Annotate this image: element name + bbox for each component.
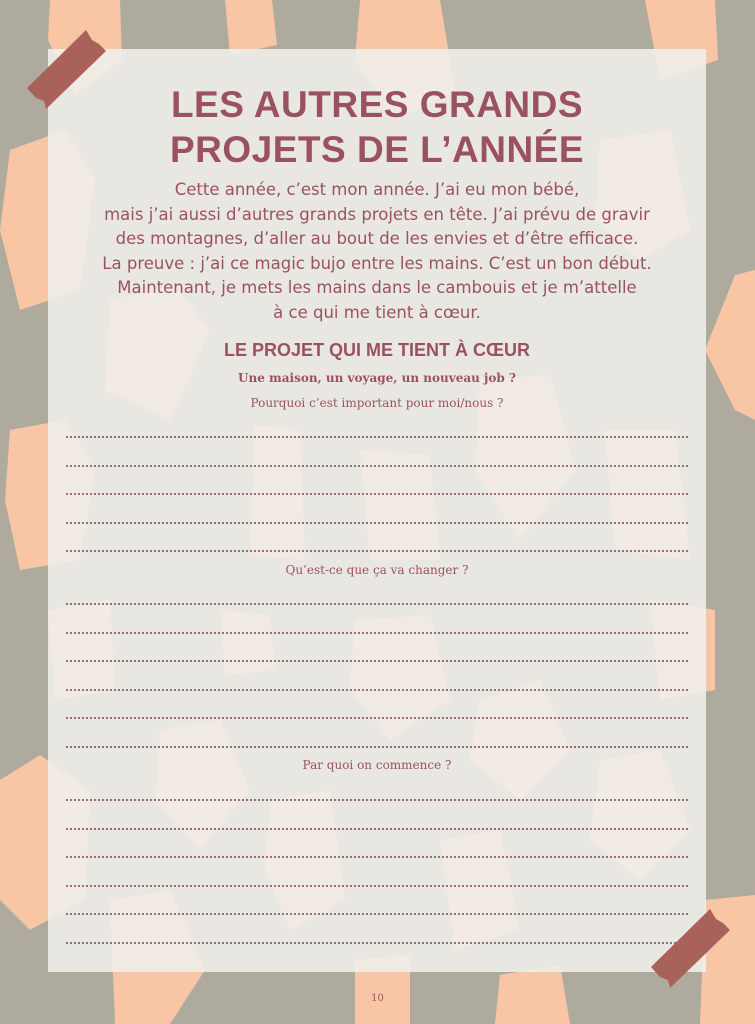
- intro-paragraph: [48, 178, 706, 325]
- writing-line[interactable]: [66, 799, 688, 801]
- question-label: Par quoi on commence ?: [302, 758, 452, 772]
- section-title: LE PROJET QUI ME TIENT À CŒUR: [223, 340, 531, 360]
- writing-line[interactable]: [66, 436, 688, 438]
- writing-line[interactable]: [66, 746, 688, 748]
- intro-line: Cette année, c’est mon année. J’ai eu mon bébé,: [174, 180, 580, 199]
- writing-line[interactable]: [66, 828, 688, 830]
- intro-line: à ce qui me tient à cœur.: [273, 302, 481, 322]
- writing-line[interactable]: [66, 942, 688, 944]
- shape: [705, 270, 755, 420]
- writing-line[interactable]: [66, 913, 688, 915]
- writing-line[interactable]: [66, 550, 688, 552]
- intro-line: mais j’ai aussi d’autres grands projets en tête. J’ai prévu de gravir: [104, 204, 650, 224]
- title-line: PROJETS DE L’ANNÉE: [169, 129, 585, 170]
- writing-line[interactable]: [66, 660, 688, 662]
- title-line: LES AUTRES GRANDS: [170, 84, 584, 125]
- tape-bottom-right: [648, 905, 733, 990]
- page-number: 10: [371, 993, 384, 1004]
- question-label: Qu’est-ce que ça va changer ?: [285, 563, 469, 577]
- question-label: Pourquoi c’est important pour moi/nous ?: [250, 396, 504, 410]
- intro-line: La preuve : j’ai ce magic bujo entre les mains. C’est un bon début.: [102, 253, 652, 273]
- writing-line[interactable]: [66, 856, 688, 858]
- writing-line[interactable]: [66, 465, 688, 467]
- writing-line[interactable]: [66, 689, 688, 691]
- writing-line[interactable]: [66, 717, 688, 719]
- intro-line: des montagnes, d’aller au bout de les envies et d’être efficace.: [115, 229, 639, 248]
- intro-line: Maintenant, je mets les mains dans le cambouis et je m’attelle: [117, 278, 637, 297]
- page-title: [48, 82, 706, 172]
- shape: [225, 0, 277, 55]
- writing-line[interactable]: [66, 522, 688, 524]
- writing-line[interactable]: [66, 632, 688, 634]
- writing-line[interactable]: [66, 885, 688, 887]
- writing-line[interactable]: [66, 493, 688, 495]
- writing-line[interactable]: [66, 603, 688, 605]
- prompt-bold: Une maison, un voyage, un nouveau job ?: [238, 371, 516, 385]
